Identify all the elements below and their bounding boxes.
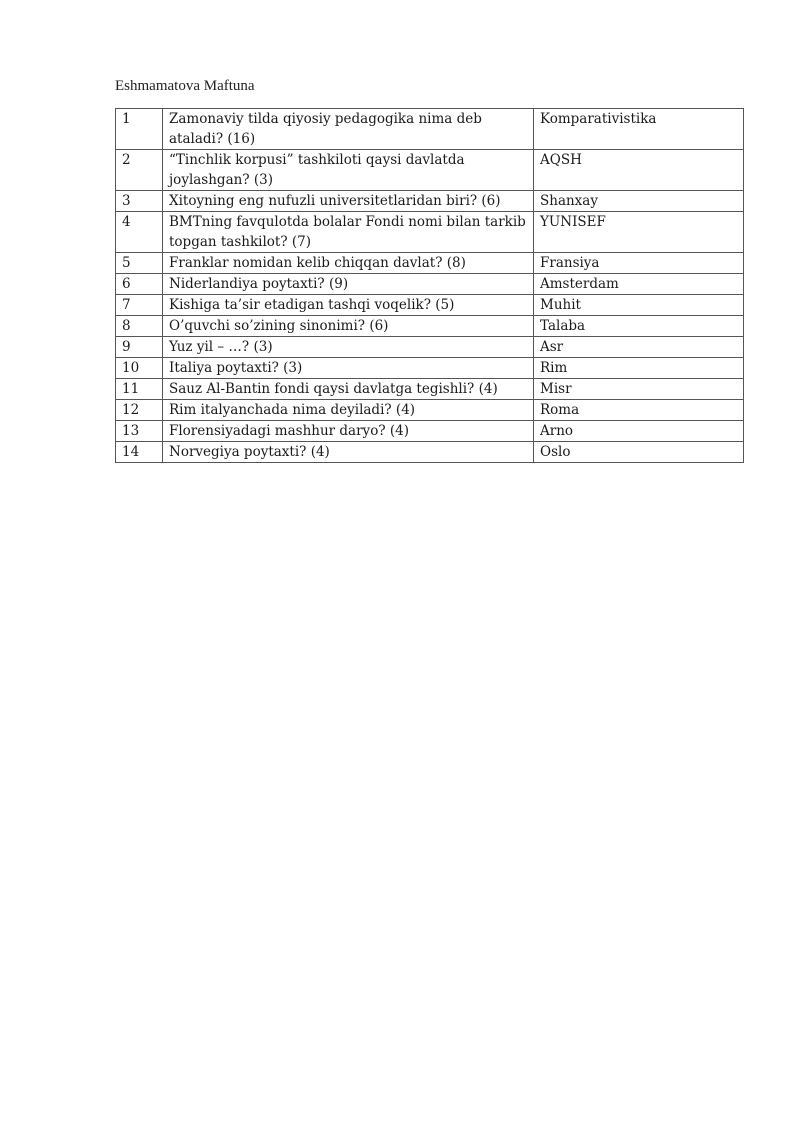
table-row bbox=[116, 337, 744, 358]
table-row bbox=[116, 358, 744, 379]
table-row bbox=[116, 191, 744, 212]
answer-cell: Komparativistika bbox=[534, 109, 744, 150]
question-cell: Niderlandiya poytaxti? (9) bbox=[163, 274, 534, 295]
answer-cell: Talaba bbox=[534, 316, 744, 337]
answer-cell: Roma bbox=[534, 400, 744, 421]
question-cell: Xitoyning eng nufuzli universitetlaridan biri? (6) bbox=[163, 191, 534, 212]
row-number: 3 bbox=[116, 191, 163, 212]
row-number: 14 bbox=[116, 442, 163, 463]
answer-cell: Oslo bbox=[534, 442, 744, 463]
answer-cell: AQSH bbox=[534, 150, 744, 191]
question-cell: “Tinchlik korpusi” tashkiloti qaysi davlatda joylashgan? (3) bbox=[163, 150, 534, 191]
question-cell: Sauz Al-Bantin fondi qaysi davlatga tegishli? (4) bbox=[163, 379, 534, 400]
answer-cell: Arno bbox=[534, 421, 744, 442]
table-row bbox=[116, 400, 744, 421]
answer-cell: Shanxay bbox=[534, 191, 744, 212]
answer-cell: Misr bbox=[534, 379, 744, 400]
row-number: 5 bbox=[116, 253, 163, 274]
table-row bbox=[116, 253, 744, 274]
question-cell: O’quvchi so’zining sinonimi? (6) bbox=[163, 316, 534, 337]
question-cell: Rim italyanchada nima deyiladi? (4) bbox=[163, 400, 534, 421]
table-row bbox=[116, 212, 744, 253]
table-row bbox=[116, 316, 744, 337]
answer-cell: Rim bbox=[534, 358, 744, 379]
row-number: 9 bbox=[116, 337, 163, 358]
question-cell: Italiya poytaxti? (3) bbox=[163, 358, 534, 379]
answer-cell: Fransiya bbox=[534, 253, 744, 274]
table-row bbox=[116, 295, 744, 316]
row-number: 11 bbox=[116, 379, 163, 400]
question-cell: Norvegiya poytaxti? (4) bbox=[163, 442, 534, 463]
row-number: 13 bbox=[116, 421, 163, 442]
row-number: 2 bbox=[116, 150, 163, 191]
row-number: 12 bbox=[116, 400, 163, 421]
table-row bbox=[116, 421, 744, 442]
table-row bbox=[116, 379, 744, 400]
table-row bbox=[116, 150, 744, 191]
row-number: 4 bbox=[116, 212, 163, 253]
quiz-table bbox=[115, 108, 744, 463]
question-cell: Florensiyadagi mashhur daryo? (4) bbox=[163, 421, 534, 442]
quiz-table-body bbox=[116, 109, 744, 463]
table-row bbox=[116, 442, 744, 463]
question-cell: BMTning favqulotda bolalar Fondi nomi bilan tarkib topgan tashkilot? (7) bbox=[163, 212, 534, 253]
answer-cell: Amsterdam bbox=[534, 274, 744, 295]
author-name: Eshmamatova Maftuna bbox=[115, 78, 255, 94]
row-number: 1 bbox=[116, 109, 163, 150]
question-cell: Zamonaviy tilda qiyosiy pedagogika nima deb ataladi? (16) bbox=[163, 109, 534, 150]
answer-cell: Asr bbox=[534, 337, 744, 358]
question-cell: Franklar nomidan kelib chiqqan davlat? (8) bbox=[163, 253, 534, 274]
table-row bbox=[116, 109, 744, 150]
row-number: 8 bbox=[116, 316, 163, 337]
question-cell: Kishiga ta’sir etadigan tashqi voqelik? (5) bbox=[163, 295, 534, 316]
row-number: 6 bbox=[116, 274, 163, 295]
answer-cell: Muhit bbox=[534, 295, 744, 316]
row-number: 7 bbox=[116, 295, 163, 316]
answer-cell: YUNISEF bbox=[534, 212, 744, 253]
table-row bbox=[116, 274, 744, 295]
row-number: 10 bbox=[116, 358, 163, 379]
question-cell: Yuz yil – …? (3) bbox=[163, 337, 534, 358]
